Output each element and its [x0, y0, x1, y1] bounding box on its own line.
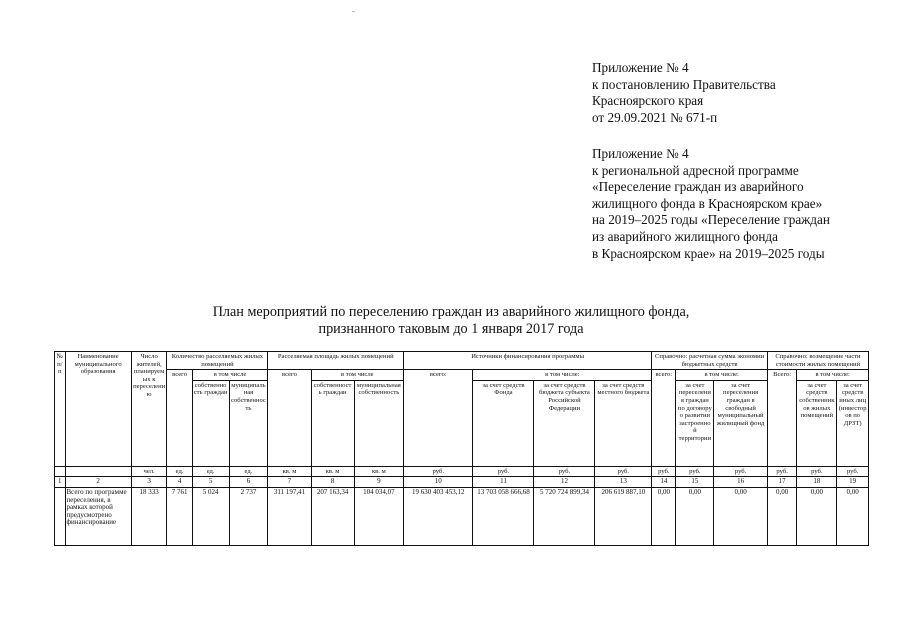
data-cell: 207 163,34	[311, 487, 354, 545]
unit-cell: руб.	[595, 466, 652, 477]
header-area-own-citizens: собственность граждан	[311, 380, 354, 466]
data-cell: 5 720 724 899,34	[534, 487, 595, 545]
unit-cell: руб.	[404, 466, 473, 477]
appendix-line: Приложение № 4	[592, 146, 689, 161]
col-number-cell: 9	[354, 477, 403, 488]
header-econ-free-fund: за счет переселения граждан в свободный муниципальный жилищный фонд	[714, 380, 768, 466]
relocation-plan-table	[54, 351, 869, 546]
row-total-program-name: Всего по программе переселения, в рамках которой предусмотрено финансирование	[65, 487, 131, 545]
col-number-cell: 5	[192, 477, 229, 488]
data-cell: 0,00	[652, 487, 676, 545]
col-number-cell: 13	[595, 477, 652, 488]
col-number-cell: 12	[534, 477, 595, 488]
col-number-cell: 14	[652, 477, 676, 488]
plan-title	[0, 304, 902, 338]
col-number-cell: 11	[473, 477, 534, 488]
header-municipality: Наименование муниципального образования	[65, 352, 131, 467]
header-rooms-total: всего	[167, 370, 192, 467]
plan-title-line: План мероприятий по переселению граждан из аварийного жилищного фонда,	[212, 304, 690, 320]
unit-cell: руб.	[652, 466, 676, 477]
col-number-cell: 15	[676, 477, 714, 488]
unit-cell: руб.	[714, 466, 768, 477]
header-area-including: в том числе	[311, 370, 404, 381]
unit-cell: чел.	[131, 466, 167, 477]
data-cell: 206 619 887,10	[595, 487, 652, 545]
col-number-cell: 3	[131, 477, 167, 488]
unit-cell: ед.	[167, 466, 192, 477]
header-econ-development: за счет переселения граждан по договору о развитии застроенной территории	[676, 380, 714, 466]
data-cell: 0,00	[837, 487, 869, 545]
col-number-cell: 8	[311, 477, 354, 488]
header-econ-total: всего:	[652, 370, 676, 467]
unit-cell-empty	[55, 466, 66, 477]
header-subject-budget: за счет средств бюджета субъекта Российской Федерации	[534, 380, 595, 466]
appendix-line: из аварийного жилищного фонда	[592, 228, 778, 244]
data-cell: 311 197,41	[268, 487, 311, 545]
header-rooms-including: в том числе	[192, 370, 268, 381]
data-cell: 13 703 058 666,68	[473, 487, 534, 545]
data-cell: 19 630 403 453,12	[404, 487, 473, 545]
appendix-line: к региональной адресной программе	[592, 162, 799, 178]
data-cell: 104 034,07	[354, 487, 403, 545]
header-rooms-own-citizens: собственность граждан	[192, 380, 229, 466]
data-cell: 7 761	[167, 487, 192, 545]
unit-cell: руб.	[676, 466, 714, 477]
col-number-cell: 10	[404, 477, 473, 488]
unit-cell: руб.	[534, 466, 595, 477]
appendix-line: жилищного фонда в Красноярском крае»	[592, 195, 823, 211]
col-number-cell: 4	[167, 477, 192, 488]
col-number-cell: 7	[268, 477, 311, 488]
header-sources-group: Источники финансирования программы	[404, 352, 652, 370]
unit-cell: ед.	[229, 466, 268, 477]
appendix-header-program	[592, 146, 830, 262]
header-num: № п/п	[55, 352, 66, 467]
header-comp-owners: за счет средств собственников жилых помещений	[797, 380, 837, 466]
header-rooms-group: Количество расселяемых жилых помещений	[167, 352, 268, 370]
header-sources-total: всего:	[404, 370, 473, 467]
unit-cell: руб.	[837, 466, 869, 477]
col-number-cell: 18	[797, 477, 837, 488]
col-number-cell: 17	[767, 477, 796, 488]
appendix-line: «Переселение граждан из аварийного	[592, 179, 804, 195]
data-cell: 18 333	[131, 487, 167, 545]
header-comp-including: в том числе:	[797, 370, 869, 381]
header-area-group: Расселяемая площадь жилых помещений	[268, 352, 404, 370]
unit-cell: кв. м	[268, 466, 311, 477]
header-local-budget: за счет средств местного бюджета	[595, 380, 652, 466]
appendix-line: на 2019–2025 годы «Переселение граждан	[592, 212, 830, 228]
appendix-line: в Красноярском крае» на 2019–2025 годы	[592, 245, 825, 261]
unit-cell: руб.	[797, 466, 837, 477]
scan-speck	[352, 11, 355, 12]
header-area-total: всего	[268, 370, 311, 467]
header-ref-economy-group: Справочно: расчетная сумма экономии бюджетных средств	[652, 352, 768, 370]
col-number-cell: 6	[229, 477, 268, 488]
header-comp-total: Всего:	[767, 370, 796, 467]
col-number-cell: 1	[55, 477, 66, 488]
unit-cell: кв. м	[354, 466, 403, 477]
plan-title-line: признанного таковым до 1 января 2017 года	[318, 321, 584, 337]
data-cell-empty	[55, 487, 66, 545]
data-cell: 0,00	[714, 487, 768, 545]
header-ref-comp-group: Справочно: возмещение части стоимости жилых помещений	[767, 352, 868, 370]
unit-cell-empty	[65, 466, 131, 477]
data-cell: 0,00	[797, 487, 837, 545]
appendix-line: Красноярского края	[592, 93, 704, 109]
unit-cell: руб.	[473, 466, 534, 477]
col-number-cell: 16	[714, 477, 768, 488]
header-residents: Число жителей, планируемых к переселению	[131, 352, 167, 467]
col-number-cell: 19	[837, 477, 869, 488]
header-comp-others: за счет средств иных лиц (инвесторов по ДРЗТ)	[837, 380, 869, 466]
appendix-line: от 29.09.2021 № 671-п	[592, 109, 718, 125]
data-cell: 5 024	[192, 487, 229, 545]
appendix-header-resolution	[592, 60, 776, 126]
appendix-line: к постановлению Правительства	[592, 76, 776, 92]
header-sources-including: в том числе:	[473, 370, 652, 381]
header-fund: за счет средств Фонда	[473, 380, 534, 466]
unit-cell: ед.	[192, 466, 229, 477]
unit-cell: руб.	[767, 466, 796, 477]
data-cell: 0,00	[767, 487, 796, 545]
unit-cell: кв. м	[311, 466, 354, 477]
appendix-line: Приложение № 4	[592, 60, 689, 75]
data-cell: 0,00	[676, 487, 714, 545]
header-rooms-municipal: муниципальная собственность	[229, 380, 268, 466]
header-econ-including: в том числе:	[676, 370, 768, 381]
col-number-cell: 2	[65, 477, 131, 488]
data-cell: 2 737	[229, 487, 268, 545]
header-area-municipal: муниципальная собственность	[354, 380, 403, 466]
